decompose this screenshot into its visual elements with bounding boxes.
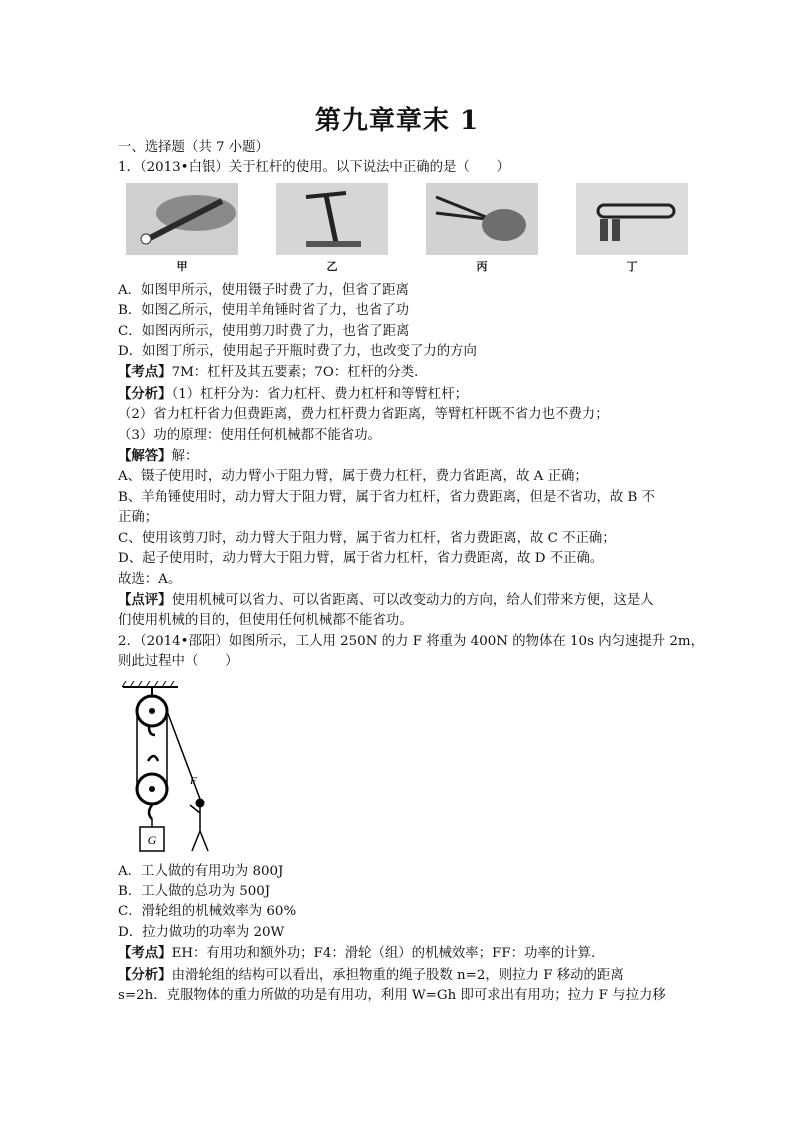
fenxi-tag: 【分析】 — [118, 966, 172, 983]
q1-kaodian — [118, 362, 678, 383]
q1-stem: 1．（2013•白银）关于杠杆的使用。以下说法中正确的是（ ） — [118, 160, 510, 176]
section-heading: 一、选择题（共 7 小题） — [118, 140, 269, 155]
force-label: F — [190, 774, 197, 787]
content — [118, 138, 705, 1006]
claw-hammer-figure — [276, 183, 388, 273]
q1-dianping — [118, 590, 678, 611]
q1-dianping-line: 们使用机械的目的，但使用任何机械都不能省功。 — [118, 613, 413, 629]
q1-answer-line: C、使用该剪刀时，动力臂大于阻力臂，属于省力杠杆，省力费距离，故 C 不正确； — [118, 530, 616, 546]
jieda-text: 解： — [171, 449, 199, 465]
kaodian-tag: 【考点】 — [118, 364, 172, 381]
q2-kaodian — [118, 943, 678, 964]
q2-option-a: A．工人做的有用功为 800J — [118, 863, 284, 879]
q1-figures — [126, 183, 678, 275]
figure-label-yi: 乙 — [326, 259, 338, 273]
q1-option-a: A．如图甲所示，使用镊子时费了力，但省了距离 — [118, 282, 409, 298]
q1-answer-line: 正确； — [118, 510, 159, 526]
figure-label-bing: 丙 — [476, 259, 488, 273]
jieda-tag: 【解答】 — [118, 448, 172, 465]
q1-fenxi-line: （3）功的原理：使用任何机械都不能省功。 — [118, 427, 381, 443]
q2-option-c: C．滑轮组的机械效率为 60% — [118, 904, 297, 920]
tweezers-figure — [126, 183, 238, 273]
q1-fenxi-line: （2）省力杠杆省力但费距离，费力杠杆费力省距离，等臂杠杆既不省力也不费力； — [118, 407, 609, 423]
figure-label-jia: 甲 — [176, 259, 188, 273]
q1-answer-line: A、镊子使用时，动力臂小于阻力臂，属于费力杠杆，费力省距离，故 A 正确； — [118, 469, 588, 485]
fenxi-text: 由滑轮组的结构可以看出，承担物重的绳子股数 n=2，则拉力 F 移动的距离 — [171, 967, 624, 983]
bottle-opener-figure — [576, 183, 688, 273]
pulley-system-figure — [118, 681, 228, 856]
q2-option-b: B．工人做的总功为 500J — [118, 883, 271, 899]
kaodian-text: EH：有用功和额外功；F4：滑轮（组）的机械效率；FF：功率的计算． — [171, 946, 605, 962]
q2-option-d: D．拉力做功的功率为 20W — [118, 924, 285, 940]
q1-option-d: D．如图丁所示，使用起子开瓶时费了力，也改变了力的方向 — [118, 344, 477, 360]
scissors-figure — [426, 183, 538, 273]
fenxi-tag: 【分析】 — [118, 385, 172, 402]
page-title: 第九章章末 1 — [314, 106, 480, 136]
q1-answer-line: D、起子使用时，动力臂大于阻力臂，属于省力杠杆，省力费距离，故 D 不正确。 — [118, 551, 604, 567]
figure-label-ding: 丁 — [626, 259, 638, 273]
q1-option-b: B．如图乙所示，使用羊角锤时省了力，也省了功 — [118, 303, 410, 319]
q2-stem: 则此过程中（ ） — [118, 654, 239, 670]
fenxi-line: （1）杠杆分为：省力杠杆、费力杠杆和等臂杠杆； — [171, 386, 468, 402]
dianping-text: 使用机械可以省力、可以省距离、可以改变动力的方向，给人们带来方便，这是人 — [171, 592, 654, 608]
q2-fenxi — [118, 965, 678, 986]
kaodian-tag: 【考点】 — [118, 945, 172, 962]
q1-jieda — [118, 446, 678, 467]
q1-option-c: C．如图丙所示，使用剪刀时费了力，也省了距离 — [118, 323, 410, 339]
kaodian-text: 7M：杠杆及其五要素；7O：杠杆的分类． — [171, 365, 428, 381]
dianping-tag: 【点评】 — [118, 591, 172, 608]
q1-answer-line: 故选：A。 — [118, 571, 182, 587]
q2-fenxi-line: s=2h．克服物体的重力所做的功是有用功，利用 W=Gh 即可求出有用功；拉力 F 与拉力移 — [118, 987, 666, 1003]
q2-stem: 2．（2014•邵阳）如图所示，工人用 250N 的力 F 将重为 400N 的物体在 10s 内匀速提升 2m， — [118, 633, 705, 649]
q1-fenxi — [118, 384, 678, 405]
weight-label: G — [147, 832, 157, 847]
q1-answer-line: B、羊角锤使用时，动力臂大于阻力臂，属于省力杠杆，省力费距离，但是不省功，故 B 不 — [118, 489, 656, 505]
